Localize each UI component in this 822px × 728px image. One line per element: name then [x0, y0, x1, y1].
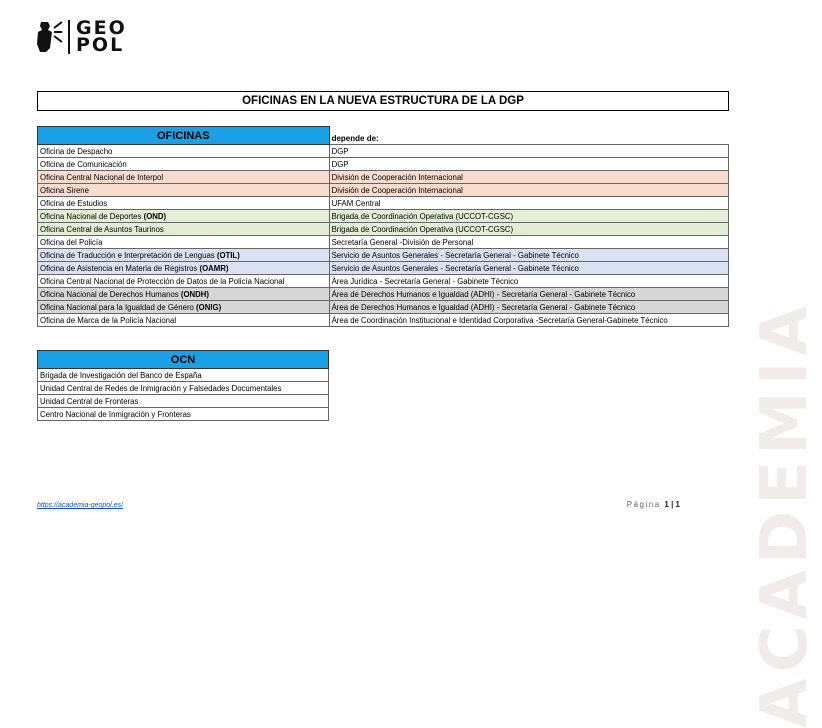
office-name-text: Oficina de Asistencia en Materia de Registros [40, 263, 200, 273]
page-label: Página [626, 500, 661, 509]
office-abbr: (ONIG) [196, 302, 222, 312]
oficinas-table [37, 126, 729, 327]
page-value: 1 | 1 [664, 500, 680, 509]
office-name-text: Oficina de Estudios [40, 198, 108, 208]
office-depends: Área de Coordinación Institucional e Identidad Corporativa -Secretaría General-Gabinete Técnico [329, 314, 728, 327]
office-name [38, 184, 330, 197]
table-row [38, 314, 729, 327]
office-name-text: Oficina del Policía [40, 237, 103, 247]
table-row [38, 408, 329, 421]
logo-wordmark [68, 17, 127, 56]
ocn-unit: Unidad Central de Redes de Inmigración y Falsedades Documentales [38, 382, 329, 395]
office-depends: Área de Derechos Humanos e Igualdad (ADHI) - Secretaría General - Gabinete Técnico [329, 288, 728, 301]
office-name [38, 301, 330, 314]
office-abbr: (OND) [143, 211, 167, 221]
office-name [38, 171, 330, 184]
page-title: OFICINAS EN LA NUEVA ESTRUCTURA DE LA DGP [37, 91, 729, 111]
office-name-text: Oficina de Marca de la Policía Nacional [40, 315, 177, 325]
office-name-text: Oficina de Comunicación [40, 159, 127, 169]
ocn-unit: Centro Nacional de Inmigración y Fronteras [38, 408, 329, 421]
office-name [38, 210, 330, 223]
office-depends: UFAM Central [329, 197, 728, 210]
office-name-text: Oficina Nacional de Derechos Humanos [40, 289, 181, 299]
office-name-text: Oficina Central Nacional de Protección de Datos de la Policía Nacional [40, 276, 285, 286]
office-name [38, 197, 330, 210]
office-depends: Brigada de Coordinación Operativa (UCCOT-CGSC) [329, 223, 728, 236]
ocn-unit: Brigada de Investigación del Banco de España [38, 369, 329, 382]
office-name-text: Oficina Nacional para la Igualdad de Género [40, 302, 197, 312]
office-depends: División de Cooperación Internacional [329, 171, 728, 184]
table-row [38, 210, 729, 223]
table-row [38, 223, 729, 236]
table-row [38, 171, 729, 184]
office-name [38, 223, 330, 236]
geopol-logo [34, 17, 127, 56]
office-depends: DGP [329, 158, 728, 171]
table-row [38, 301, 729, 314]
page-number [627, 500, 680, 509]
office-name [38, 314, 330, 327]
geopol-logo-icon [34, 20, 64, 54]
watermark: ACADEMIA [748, 300, 822, 728]
office-depends: DGP [329, 145, 728, 158]
office-abbr: (OTIL) [216, 250, 240, 260]
table-row [38, 145, 729, 158]
office-depends: Área Jurídica - Secretaría General - Gabinete Técnico [329, 275, 728, 288]
ocn-body [38, 369, 329, 421]
office-name [38, 275, 330, 288]
office-depends: Servicio de Asuntos Generales - Secretaría General - Gabinete Técnico [329, 262, 728, 275]
office-name-text: Oficina Sirene [40, 185, 89, 195]
office-abbr: (ONDH) [180, 289, 210, 299]
table-row [38, 249, 729, 262]
office-depends: Área de Derechos Humanos e Igualdad (ADHI) - Secretaría General - Gabinete Técnico [329, 301, 728, 314]
office-depends: Servicio de Asuntos Generales - Secretaría General - Gabinete Técnico [329, 249, 728, 262]
logo-line-2: POL [76, 34, 125, 56]
table-row [38, 197, 729, 210]
oficinas-header: OFICINAS [38, 127, 330, 145]
table-row [38, 158, 729, 171]
ocn-header: OCN [38, 351, 329, 369]
ocn-unit: Unidad Central de Fronteras [38, 395, 329, 408]
office-name-text: Oficina de Traducción e Interpretación de Lenguas [40, 250, 217, 260]
office-depends: Brigada de Coordinación Operativa (UCCOT-CGSC) [329, 210, 728, 223]
office-name [38, 236, 330, 249]
academia-link[interactable]: https://academia-geopol.es/ [37, 502, 123, 509]
office-depends: División de Cooperación Internacional [329, 184, 728, 197]
ocn-table [37, 350, 329, 421]
office-name [38, 145, 330, 158]
oficinas-body [38, 145, 729, 327]
office-name [38, 249, 330, 262]
table-row [38, 184, 729, 197]
table-row [38, 275, 729, 288]
office-name [38, 288, 330, 301]
table-row [38, 395, 329, 408]
office-name [38, 158, 330, 171]
table-row [38, 288, 729, 301]
office-depends: Secretaría General -División de Personal [329, 236, 728, 249]
table-row [38, 236, 729, 249]
table-row [38, 369, 329, 382]
logo-line-1: GEO [76, 17, 127, 39]
office-abbr: (OAMR) [199, 263, 229, 273]
office-name-text: Oficina de Despacho [40, 146, 113, 156]
office-name-text: Oficina Central de Asuntos Taurinos [40, 224, 164, 234]
depends-header: depende de: [329, 127, 728, 145]
office-name-text: Oficina Nacional de Deportes [40, 211, 144, 221]
office-name-text: Oficina Central Nacional de Interpol [40, 172, 164, 182]
table-row [38, 262, 729, 275]
office-name [38, 262, 330, 275]
table-row [38, 382, 329, 395]
